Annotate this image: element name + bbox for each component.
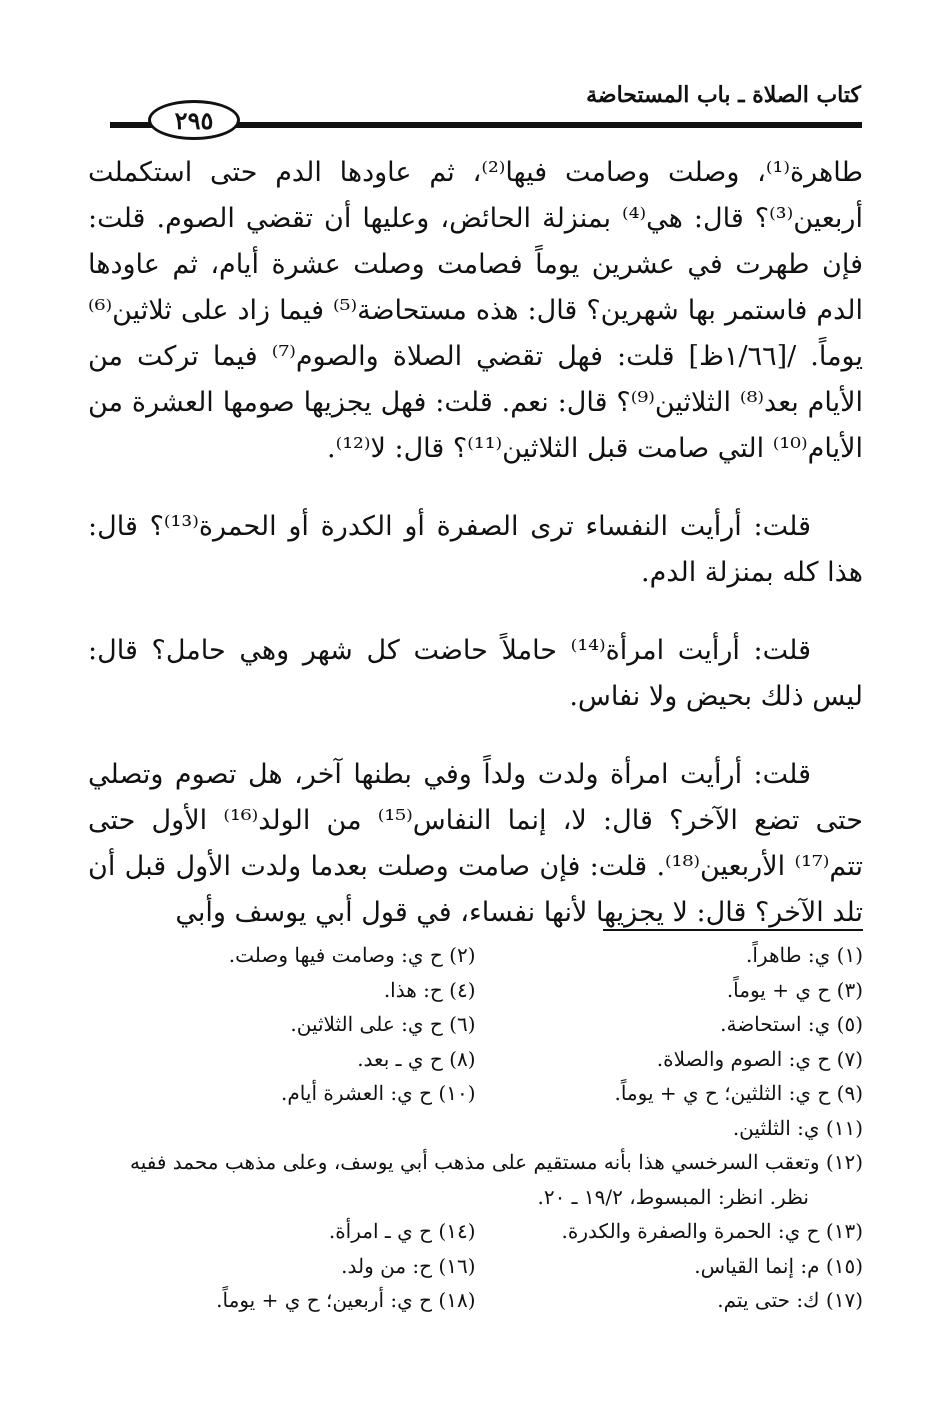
paragraph-4: قلت: أرأيت امرأة ولدت ولداً وفي بطنها آخر، هل تصوم وتصلي حتى تضع الآخر؟ قال: لا، إنما النفاس⁽¹⁵⁾ من الولد⁽¹⁶⁾ الأول حتى تتم⁽¹⁷⁾ الأربعين⁽¹⁸⁾. قلت: فإن صامت وصلت بعدما ولدت الأول قبل أن تلد الآخر؟ قال: لا يجزيها لأنها نفساء، في قول أبي يوسف وأبي <box>88 759 863 928</box>
footnote-row <box>88 938 863 973</box>
footnote-4: (٤) ح: هذا. <box>383 977 476 1002</box>
footnotes <box>88 938 863 1318</box>
footnote-row <box>88 1249 863 1284</box>
footnote-row <box>88 1111 863 1146</box>
footnote-2: (٢) ح ي: وصامت فيها وصلت. <box>228 943 476 967</box>
footnote-3: (٣) ح ي + يوماً. <box>726 977 863 1002</box>
footnote-row <box>88 1076 863 1111</box>
footnote-row <box>88 973 863 1008</box>
footnote-13: (١٣) ح ي: الحمرة والصفرة والكدرة. <box>561 1219 863 1243</box>
footnote-18: (١٨) ح ي: أربعين؛ ح ي + يوماً. <box>216 1288 476 1312</box>
footnote-6: (٦) ح ي: على الثلاثين. <box>290 1012 476 1036</box>
footnote-row <box>88 1145 863 1180</box>
footnote-16: (١٦) ح: من ولد. <box>341 1253 476 1278</box>
footnote-12: (١٢) وتعقب السرخسي هذا بأنه مستقيم على مذهب أبي يوسف، وعلى مذهب محمد ففيه <box>129 1150 863 1174</box>
page-number: ٢٩٥ <box>174 105 214 135</box>
paragraph-1: طاهرة⁽¹⁾، وصلت وصامت فيها⁽²⁾، ثم عاودها الدم حتى استكملت أربعين⁽³⁾؟ قال: هي⁽⁴⁾ بمنزلة الحائض، وعليها أن تقضي الصوم. قلت: فإن طهرت في عشرين يوماً فصامت وصلت عشرة أيام، ثم عاودها الدم فاستمر بها شهرين؟ قال: هذه مستحاضة⁽⁵⁾ فيما زاد على ثلاثين⁽⁶⁾ يوماً. /[١/٦٦ظ] قلت: فهل تقضي الصلاة والصوم⁽⁷⁾ فيما تركت من الأيام بعد⁽⁸⁾ الثلاثين⁽⁹⁾؟ قال: نعم. قلت: فهل يجزيها صومها العشرة من الأيام⁽¹⁰⁾ التي صامت قبل الثلاثين⁽¹¹⁾؟ قال: لا⁽¹²⁾. <box>88 157 864 464</box>
footnote-11: (١١) ي: الثلثين. <box>732 1115 863 1140</box>
footnote-17: (١٧) ك: حتى يتم. <box>717 1288 863 1312</box>
footnote-8: (٨) ح ي ـ بعد. <box>357 1046 476 1071</box>
page-number-badge <box>148 100 240 140</box>
footnote-row <box>88 1007 863 1042</box>
main-text <box>88 150 863 936</box>
footnote-7: (٧) ح ي: الصوم والصلاة. <box>656 1046 863 1071</box>
footnote-5: (٥) ي: استحاضة. <box>720 1012 863 1036</box>
footnote-1: (١) ي: طاهراً. <box>746 943 863 967</box>
footnote-9: (٩) ح ي: الثلثين؛ ح ي + يوماً. <box>614 1081 863 1105</box>
footnote-row <box>88 1214 863 1249</box>
footnote-row <box>88 1283 863 1318</box>
footnote-14: (١٤) ح ي ـ امرأة. <box>328 1219 476 1243</box>
footnote-10: (١٠) ح ي: العشرة أيام. <box>281 1081 476 1105</box>
paragraph-2: قلت: أرأيت النفساء ترى الصفرة أو الكدرة أو الحمرة⁽¹³⁾؟ قال: هذا كله بمنزلة الدم. <box>88 511 863 588</box>
footnote-15: (١٥) م: إنما القياس. <box>694 1253 863 1278</box>
footnote-12-continuation: نظر. انظر: المبسوط، ١٩/٢ ـ ٢٠. <box>537 1184 809 1209</box>
footnote-row <box>88 1042 863 1077</box>
footnote-separator <box>603 929 863 931</box>
paragraph-3: قلت: أرأيت امرأة⁽¹⁴⁾ حاملاً حاضت كل شهر وهي حامل؟ قال: ليس ذلك بحيض ولا نفاس. <box>88 635 863 712</box>
running-header-title: كتاب الصلاة ـ باب المستحاضة <box>586 82 861 108</box>
footnote-row <box>88 1180 863 1215</box>
